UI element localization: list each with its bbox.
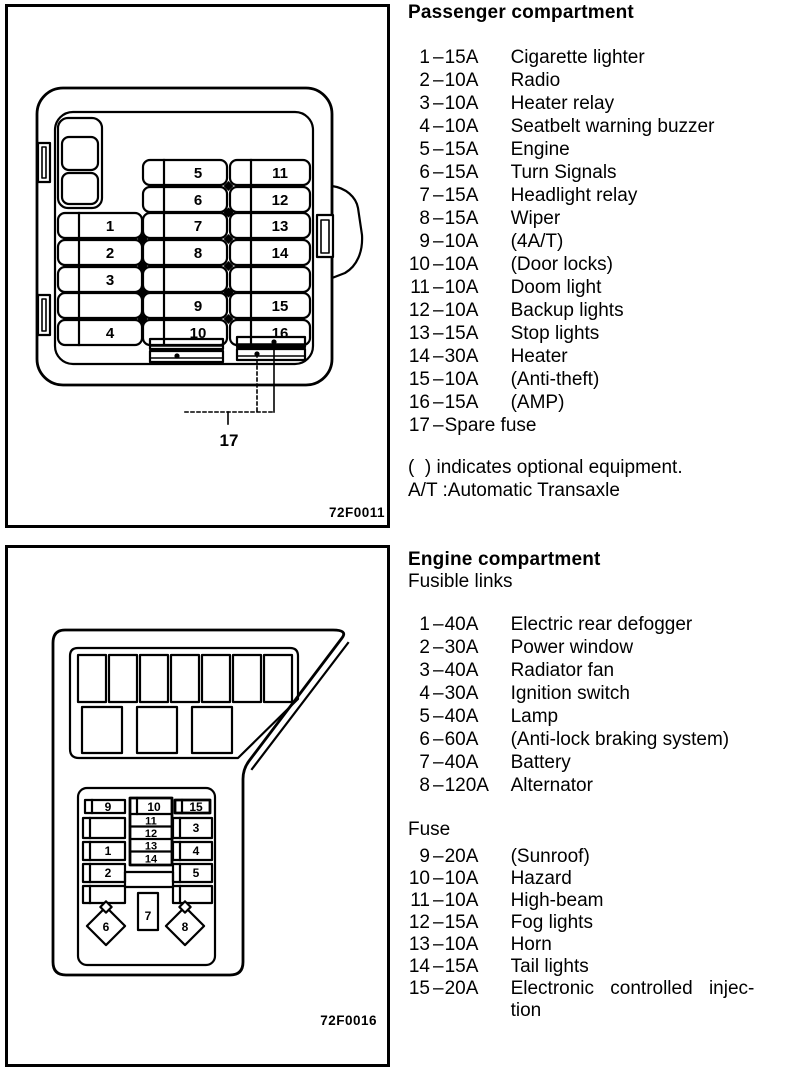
fuse-list-row	[408, 69, 800, 92]
dash: –	[433, 277, 444, 298]
fuse-label: 10	[189, 325, 207, 342]
fuse-amperage: 10A	[444, 934, 479, 955]
fuse-list-row	[408, 912, 800, 934]
fuse-name: (Anti-lock braking system)	[510, 729, 730, 750]
fuse-number: 4	[419, 683, 430, 704]
engine-fusebox-diagram	[8, 548, 387, 1064]
fuse-name: Stop lights	[510, 323, 600, 344]
fuse-list-row	[408, 978, 800, 1021]
fuse-number: 14	[408, 346, 430, 367]
fuse-amperage: 20A	[444, 978, 479, 999]
engine-fusebox-panel	[5, 545, 390, 1067]
fuse-name: (Door locks)	[510, 254, 613, 275]
engine-fuse-list	[408, 846, 800, 1021]
fuse-number: 8	[419, 775, 430, 796]
dash: –	[433, 868, 444, 889]
fuse-amperage: 20A	[444, 846, 479, 867]
fuse-list-row	[408, 115, 800, 138]
fuse-amperage: 10A	[444, 116, 479, 137]
fuse-label: 3	[192, 821, 200, 835]
fuse-number: 6	[419, 162, 430, 183]
fuse-list-row	[408, 846, 800, 868]
fuse-list-row	[408, 705, 800, 728]
dash: –	[433, 185, 444, 206]
fuse-number: 8	[419, 208, 430, 229]
fuse-amperage: 10A	[444, 890, 479, 911]
fuse-label: 15	[271, 298, 289, 315]
passenger-fusebox-diagram	[8, 7, 387, 525]
fuse-list-row	[408, 322, 800, 345]
fuse-name: Backup lights	[510, 300, 624, 321]
fuse-amperage: 15A	[444, 47, 479, 68]
fuse-label: 14	[144, 853, 158, 866]
fuse-label: 13	[144, 840, 158, 853]
fuse-list-row	[408, 774, 800, 797]
fuse-number: 3	[419, 93, 430, 114]
fuse-label: 2	[104, 866, 112, 880]
fuse-list-row	[408, 682, 800, 705]
dash: –	[433, 729, 444, 750]
dash: –	[433, 706, 444, 727]
fuse-amperage: 40A	[444, 614, 479, 635]
fuse-list-row	[408, 184, 800, 207]
dash: –	[433, 231, 444, 252]
dash: –	[433, 70, 444, 91]
fuse-amperage: 40A	[444, 752, 479, 773]
fuse-amperage: 40A	[444, 706, 479, 727]
fuse-name: (AMP)	[510, 392, 565, 413]
fuse-amperage: 10A	[444, 868, 479, 889]
fuse-junction-clips	[138, 181, 234, 324]
fuse-amperage: 15A	[444, 162, 479, 183]
optional-equipment-note: ( ) indicates optional equipment.	[408, 457, 683, 478]
spare-fuse-leader-lines	[185, 342, 274, 424]
fuse-number: 6	[419, 729, 430, 750]
fuse-amperage: 15A	[444, 912, 479, 933]
fuse-number: 12	[408, 912, 430, 933]
dash: –	[433, 956, 444, 977]
fuse-label: 5	[192, 866, 200, 880]
fuse-name: Headlight relay	[510, 185, 638, 206]
fuse-number: 15	[408, 978, 430, 999]
dash: –	[433, 162, 444, 183]
fuse-list-row	[408, 276, 800, 299]
left-clip-top	[38, 143, 50, 182]
fuse-list-row	[408, 751, 800, 774]
fuse-amperage: 60A	[444, 729, 479, 750]
fuse-column-right	[230, 160, 310, 345]
fuse-name: Ignition switch	[510, 683, 630, 704]
fuse-number: 2	[419, 70, 430, 91]
fuse-number: 17	[408, 415, 430, 436]
fuse-number: 9	[419, 231, 430, 252]
figure-code: 72F0016	[320, 1013, 377, 1028]
fuse-name: (4A/T)	[510, 231, 564, 252]
fuse-label: 4	[105, 325, 115, 342]
fuse-label: 6	[193, 192, 203, 209]
fuse-list-row	[408, 138, 800, 161]
fuse-amperage: 15A	[444, 139, 479, 160]
fuse-label: 9	[193, 298, 203, 315]
fuse-number: 16	[408, 392, 430, 413]
fuse-label: 11	[272, 165, 288, 182]
fuse-number: 12	[408, 300, 430, 321]
fuse-list-row	[408, 391, 800, 414]
fuse-label: 13	[271, 218, 289, 235]
dash: –	[433, 614, 444, 635]
fuse-name: Electric rear defogger	[510, 614, 693, 635]
fuse-number: 1	[419, 47, 430, 68]
fuse-list-row	[408, 636, 800, 659]
blank-slot	[125, 872, 173, 887]
fuse-list-row	[408, 161, 800, 184]
fuse-list-row	[408, 253, 800, 276]
fuse-number: 7	[419, 185, 430, 206]
fuse-tables-column	[408, 0, 800, 1075]
fuse-label: 4	[192, 844, 200, 858]
fusebox-side-tab	[332, 186, 362, 278]
fuse-subtitle: Fuse	[408, 819, 451, 840]
fuse-amperage: 30A	[444, 683, 479, 704]
fuse-amperage: 10A	[444, 93, 479, 114]
fuse-label: 2	[105, 245, 115, 262]
dash: –	[433, 415, 444, 436]
fuse-amperage: 120A	[444, 775, 489, 796]
fuse-amperage: 30A	[444, 346, 479, 367]
fuse-number: 5	[419, 706, 430, 727]
passenger-fusebox-panel	[5, 4, 390, 528]
fuse-amperage: 10A	[444, 231, 479, 252]
dash: –	[433, 912, 444, 933]
fuse-number: 7	[419, 752, 430, 773]
fuse-name: Horn	[510, 934, 552, 955]
fuse-name: (Anti-theft)	[510, 369, 600, 390]
fuse-name: Doom light	[510, 277, 602, 298]
fuse-amperage: 15A	[444, 323, 479, 344]
fuse-list-row	[408, 613, 800, 636]
fuse-amperage: 10A	[444, 254, 479, 275]
dash: –	[433, 208, 444, 229]
fuse-list-row	[408, 46, 800, 69]
fuse-number: 13	[408, 934, 430, 955]
fuse-name: Engine	[510, 139, 570, 160]
fuse-list-row	[408, 368, 800, 391]
fuse-number: 15	[408, 369, 430, 390]
spare-fuse-label: 17	[219, 431, 239, 450]
fuse-number: 3	[419, 660, 430, 681]
fuse-amperage: 30A	[444, 637, 479, 658]
fuse-number: 11	[410, 890, 430, 911]
fuse-list-row	[408, 230, 800, 253]
fuse-label: 10	[147, 800, 161, 814]
dash: –	[433, 660, 444, 681]
dash: –	[433, 392, 444, 413]
relay-block	[58, 118, 102, 208]
fuse-amperage: 10A	[444, 369, 479, 390]
dash: –	[433, 978, 444, 999]
fuse-label: 15	[189, 800, 203, 814]
fusible-link-slots	[78, 655, 292, 753]
fuse-name: Radio	[510, 70, 561, 91]
fuse-number: 10	[408, 868, 430, 889]
fuse-name: Heater relay	[510, 93, 615, 114]
fuse-label: 3	[105, 272, 115, 289]
fuse-name: Tail lights	[510, 956, 589, 977]
dash: –	[433, 934, 444, 955]
fuse-label: 16	[271, 325, 289, 342]
dash: –	[433, 139, 444, 160]
left-clip-bottom	[38, 295, 50, 335]
fuse-name: Electronic controlled injec- tion	[510, 978, 755, 1021]
fuse-name: Spare fuse	[444, 415, 537, 436]
fuse-label: 11	[145, 815, 157, 828]
fuse-label: 1	[105, 218, 115, 235]
fuse-number: 4	[419, 116, 430, 137]
fuse-amperage: 15A	[444, 392, 479, 413]
fuse-list-row	[408, 934, 800, 956]
fuse-label: 8	[193, 245, 203, 262]
engine-section-title: Engine compartment	[408, 549, 601, 570]
fuse-name: Power window	[510, 637, 634, 658]
fuse-label: 6	[102, 920, 110, 934]
fuse-column-middle	[143, 160, 227, 345]
fuse-label: 5	[193, 165, 203, 182]
fuse-number: 11	[410, 277, 430, 298]
fuse-name: Battery	[510, 752, 571, 773]
fuse-column-left	[83, 818, 125, 903]
fuse-amperage: 15A	[444, 208, 479, 229]
fuse-number: 10	[408, 254, 430, 275]
dash: –	[433, 890, 444, 911]
dash: –	[433, 369, 444, 390]
fuse-name: Radiator fan	[510, 660, 615, 681]
fuse-list-row	[408, 345, 800, 368]
right-clip	[317, 215, 333, 257]
fuse-list-row	[408, 414, 800, 437]
fuse-number: 2	[419, 637, 430, 658]
case-edge-line	[252, 643, 348, 769]
dash: –	[433, 846, 444, 867]
fuse-name: Hazard	[510, 868, 572, 889]
figure-code: 72F0011	[328, 505, 385, 520]
dash: –	[433, 752, 444, 773]
fuse-number: 5	[419, 139, 430, 160]
fusible-link-list	[408, 613, 800, 797]
fuse-label: 7	[193, 218, 203, 235]
fuse-list-row	[408, 92, 800, 115]
fuse-amperage: 10A	[444, 300, 479, 321]
fuse-name: (Sunroof)	[510, 846, 590, 867]
dash: –	[433, 116, 444, 137]
fuse-name: Wiper	[510, 208, 561, 229]
fuse-name: Lamp	[510, 706, 559, 727]
fuse-number: 13	[408, 323, 430, 344]
fuse-number: 14	[408, 956, 430, 977]
fusible-links-subtitle: Fusible links	[408, 571, 513, 592]
fuse-name: Alternator	[510, 775, 593, 796]
fuse-name: Fog lights	[510, 912, 593, 933]
fuse-list-row	[408, 890, 800, 912]
fuse-column-left	[58, 213, 142, 345]
fuse-label: 8	[181, 920, 189, 934]
fuse-name: Cigarette lighter	[510, 47, 645, 68]
fuse-amperage: 15A	[444, 956, 479, 977]
fuse-name: Seatbelt warning buzzer	[510, 116, 715, 137]
dash: –	[433, 637, 444, 658]
fuse-name: Heater	[510, 346, 568, 367]
passenger-fuse-list	[408, 46, 800, 437]
fuse-label: 12	[144, 828, 158, 840]
dash: –	[433, 47, 444, 68]
dash: –	[433, 254, 444, 275]
fuse-list-row	[408, 659, 800, 682]
dash: –	[433, 300, 444, 321]
dash: –	[433, 346, 444, 367]
dash: –	[433, 775, 444, 796]
dash: –	[433, 323, 444, 344]
fuse-list-row	[408, 728, 800, 751]
transaxle-note: A/T :Automatic Transaxle	[408, 480, 620, 501]
fuse-name: Turn Signals	[510, 162, 617, 183]
dash: –	[433, 93, 444, 114]
passenger-section-title: Passenger compartment	[408, 2, 634, 23]
fuse-amperage: 10A	[444, 277, 479, 298]
fuse-number: 9	[419, 846, 430, 867]
dash: –	[433, 683, 444, 704]
fuse-label: 12	[271, 192, 289, 209]
fuse-list-row	[408, 299, 800, 322]
fuse-label: 1	[104, 844, 112, 858]
fuse-list-row	[408, 207, 800, 230]
fuse-list-row	[408, 956, 800, 978]
fuse-name: High-beam	[510, 890, 604, 911]
fuse-amperage: 15A	[444, 185, 479, 206]
fuse-label: 7	[144, 909, 152, 923]
fuse-list-row	[408, 868, 800, 890]
fuse-number: 1	[419, 614, 430, 635]
fuse-label: 9	[104, 800, 112, 814]
fuse-amperage: 40A	[444, 660, 479, 681]
fuse-amperage: 10A	[444, 70, 479, 91]
fuse-label: 14	[271, 245, 289, 262]
